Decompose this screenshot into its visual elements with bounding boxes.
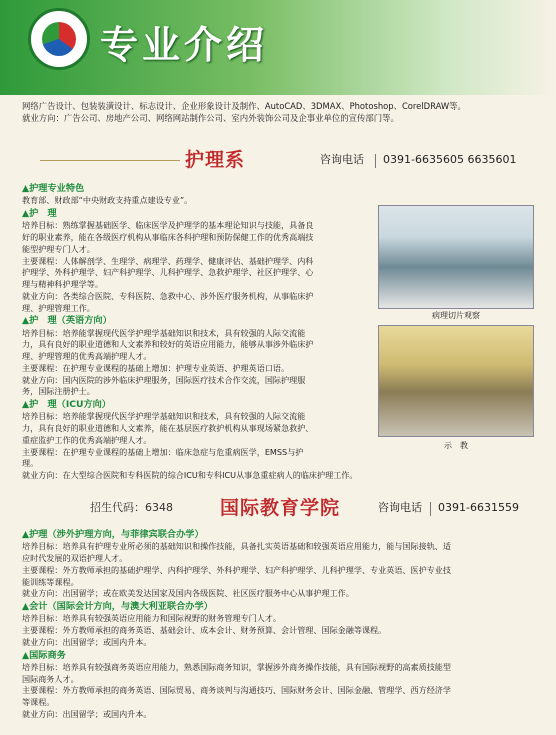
college-logo-icon: [28, 8, 90, 70]
content-line: 就业方向：在大型综合医院和专科医院的综合ICU和专科ICU从事急重症病人的临床护理工作。: [22, 470, 358, 481]
content-line: 就业方向：出国留学；或在欧美发达国家及国内各级医院、社区医疗服务中心从事护理工作。: [22, 588, 354, 599]
phone-number: 0391-6635605 6635601: [383, 153, 517, 166]
content-line: 培养目标：培养具有较强英语应用能力和国际视野的财务管理专门人才。: [22, 613, 282, 624]
content-line: ▲国际商务: [22, 649, 66, 661]
phone-label: 咨询电话: [320, 153, 364, 166]
enrollment-code: 招生代码：6348: [90, 501, 173, 514]
content-line: 能训练等课程。: [22, 576, 79, 587]
intl-content: [22, 528, 537, 721]
content-line: 理与精神科护理学等。: [22, 279, 103, 290]
teaching-photo: [378, 325, 534, 437]
intro-line: 网络广告设计、包装装潢设计、标志设计、企业形象设计及制作、AutoCAD、3DMAX、Photoshop、CorelDRAW等。: [22, 101, 466, 111]
content-line: 就业方向：出国留学；或国内升本。: [22, 636, 152, 647]
content-line: 力，具有良好的职业道德和人文素养和较好的英语应用能力，能够从事涉外临床护: [22, 339, 314, 350]
phone-number: 0391-6631559: [438, 501, 519, 514]
content-line: ▲护理（涉外护理方向，与菲律宾联合办学）: [22, 529, 204, 540]
content-line: 教育部、财政部“中央财政支持重点建设专业”。: [22, 195, 193, 206]
content-line: ▲护理专业特色: [22, 183, 85, 194]
content-line: 就业方向：国内医院的涉外临床护理服务，国际医疗技术合作交流，国际护理服: [22, 374, 306, 385]
content-line: 重症监护工作的优秀高端护理人才。: [22, 434, 152, 445]
photo-caption: 示 教: [444, 441, 468, 450]
content-line: ▲护 理（ICU方向）: [22, 399, 111, 411]
content-line: 培养目标：培养能掌握现代医学护理学基础知识和技术，具有较强的人际交流能: [22, 327, 306, 338]
nursing-section-title: 护理系: [185, 149, 246, 171]
content-line: 培养目标：培养能掌握现代医学护理学基础知识和技术，具有较强的人际交流能: [22, 411, 306, 422]
content-line: 能型护理专门人才。: [22, 243, 95, 254]
content-line: 培养目标：培养具有护理专业所必须的基础知识和操作技能，具备扎实英语基础和较强英语应用能力，能与国际接轨、适: [22, 541, 451, 552]
intro-text: [22, 100, 532, 124]
page-title: 专业介绍: [100, 23, 269, 67]
content-line: 护理学、外科护理学、妇产科护理学、儿科护理学、急救护理学、社区护理学、心: [22, 267, 314, 278]
content-line: ▲护 理: [22, 208, 57, 220]
content-line: 理、护理管理工作。: [22, 302, 95, 313]
content-line: 理、护理管理的优秀高端护理人才。: [22, 351, 152, 362]
intl-section-header: [20, 494, 540, 524]
content-line: 主要课程：外方教师承担的商务英语、基础会计、成本会计、财务预算、会计管理、国际金融等课程。: [22, 625, 387, 636]
content-line: 主要课程：外方教师承担的商务英语、国际贸易、商务谈判与沟通技巧、国际财务会计、国际金融、管理学、西方经济学: [22, 685, 451, 696]
nursing-content: [22, 182, 372, 482]
phone-label: 咨询电话: [378, 501, 422, 514]
header-banner: [0, 0, 556, 95]
photo-caption: 病理切片观察: [432, 311, 480, 320]
content-line: 务，国际注册护士。: [22, 386, 95, 397]
intl-section-title: 国际教育学院: [220, 497, 341, 519]
content-line: 国际商务人才。: [22, 673, 79, 684]
content-line: ▲会计（国际会计方向，与澳大利亚联合办学）: [22, 601, 213, 613]
classroom-photo: [378, 205, 534, 309]
content-line: 力，具有良好的职业道德和人文素养，能在基层医疗救护机构从事现场紧急救护、: [22, 423, 314, 434]
content-line: 主要课程：人体解剖学、生理学、病理学、药理学、健康评估、基础护理学、内科: [22, 255, 314, 266]
intro-line: 就业方向：广告公司、房地产公司、网络网站制作公司、室内外装饰公司及企事业单位的宣传部门等。: [22, 113, 399, 124]
nursing-section-header: [20, 146, 540, 176]
content-line: 好的职业素养，能在各级医疗机构从事临床各科护理和预防保健工作的优秀高端技: [22, 232, 314, 243]
content-line: 就业方向：出国留学；或国内升本。: [22, 708, 152, 719]
content-line: 培养目标：培养具有较强商务英语应用能力，熟悉国际商务知识，掌握涉外商务操作技能，具有国际视野的高素质技能型: [22, 661, 451, 672]
content-line: 应时代发展的双语护理人才。: [22, 553, 128, 564]
content-line: 主要课程：在护理专业课程的基础上增加：护理专业英语、护理英语口语。: [22, 362, 290, 373]
content-line: 等课程。: [22, 697, 55, 708]
content-line: 主要课程：外方教师承担的基础护理学、内科护理学、外科护理学、妇产科护理学、儿科护理学、专业英语、医护专业技: [22, 564, 451, 575]
content-line: 主要课程：在护理专业课程的基础上增加：临床急症与危重病医学，EMSS与护: [22, 446, 304, 457]
content-line: 理。: [22, 458, 39, 469]
content-line: ▲护 理（英语方向）: [22, 315, 112, 327]
content-line: 培养目标：熟练掌握基础医学、临床医学及护理学的基本理论知识与技能，具备良: [22, 220, 314, 231]
content-line: 就业方向：各类综合医院、专科医院、急救中心、涉外医疗服务机构，从事临床护: [22, 290, 314, 301]
